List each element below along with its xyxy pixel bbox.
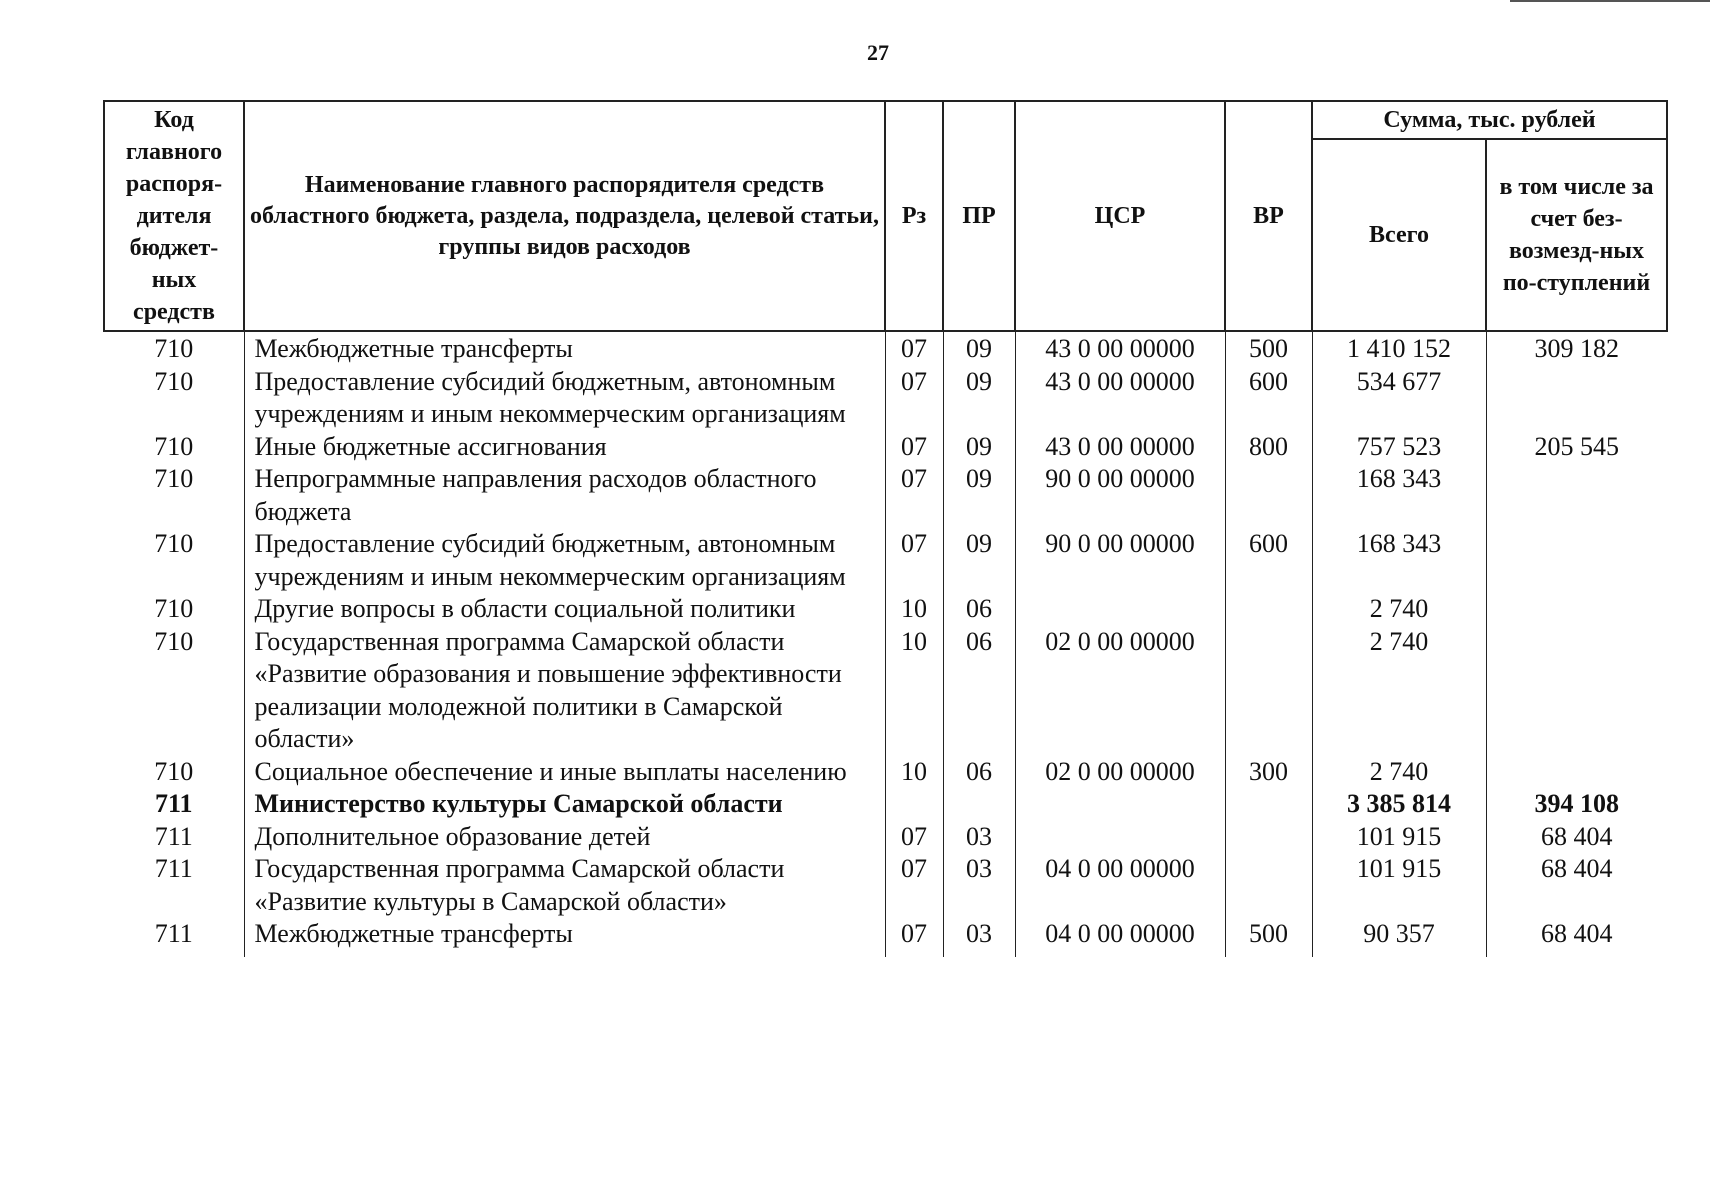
cell-vr: 500: [1225, 918, 1312, 957]
budget-table: [103, 100, 1668, 957]
cell-total: 101 915: [1312, 853, 1486, 918]
cell-name: Предоставление субсидий бюджетным, автономным учреждениям и иным некоммерческим организациям: [244, 528, 885, 593]
header-vr: ВР: [1225, 101, 1312, 331]
cell-rz: 07: [885, 463, 943, 528]
cell-vr: 600: [1225, 366, 1312, 431]
cell-name: Межбюджетные трансферты: [244, 331, 885, 366]
cell-grants: 394 108: [1486, 788, 1667, 821]
cell-total: 2 740: [1312, 593, 1486, 626]
cell-code: 710: [154, 431, 194, 461]
cell-name: Государственная программа Самарской области «Развитие образования и повышение эффективности реализации молодежной политики в Самарской области»: [244, 626, 885, 756]
header-sum-group: Сумма, тыс. рублей: [1312, 101, 1667, 139]
header-pr: ПР: [943, 101, 1015, 331]
cell-pr: 03: [943, 853, 1015, 918]
cell-pr: [943, 788, 1015, 821]
page-number: 27: [867, 40, 889, 65]
header-rz: Рз: [885, 101, 943, 331]
cell-pr: 06: [943, 626, 1015, 756]
cell-code: 711: [154, 854, 193, 883]
cell-name: Другие вопросы в области социальной политики: [244, 593, 885, 626]
table-row: [104, 626, 1667, 756]
cell-pr: 09: [943, 431, 1015, 464]
cell-name: Государственная программа Самарской области «Развитие культуры в Самарской области»: [244, 853, 885, 918]
cell-pr: 06: [943, 593, 1015, 626]
cell-code: 711: [154, 821, 193, 851]
cell-name: Дополнительное образование детей: [244, 821, 885, 854]
table-row: [104, 331, 1667, 366]
cell-code: 711: [154, 789, 193, 818]
cell-total: 757 523: [1312, 431, 1486, 464]
cell-grants: 68 404: [1486, 821, 1667, 854]
header-name: Наименование главного распорядителя средств областного бюджета, раздела, подраздела, целевой статьи, группы видов расходов: [244, 101, 885, 331]
cell-pr: 09: [943, 528, 1015, 593]
cell-name: Предоставление субсидий бюджетным, автономным учреждениям и иным некоммерческим организациям: [244, 366, 885, 431]
cell-vr: 500: [1225, 331, 1312, 366]
table-row: [104, 788, 1667, 821]
cell-pr: 09: [943, 463, 1015, 528]
cell-name: Министерство культуры Самарской области: [244, 788, 885, 821]
cell-grants: [1486, 626, 1667, 756]
cell-pr: 06: [943, 756, 1015, 789]
cell-csr: 43 0 00 00000: [1015, 366, 1225, 431]
cell-total: 101 915: [1312, 821, 1486, 854]
table-row: [104, 593, 1667, 626]
cell-rz: 07: [885, 366, 943, 431]
cell-grants: 309 182: [1486, 331, 1667, 366]
table-body: [104, 331, 1667, 957]
cell-name: Иные бюджетные ассигнования: [244, 431, 885, 464]
cell-grants: [1486, 756, 1667, 789]
header-csr: ЦСР: [1015, 101, 1225, 331]
table-row: [104, 853, 1667, 918]
table-row: [104, 431, 1667, 464]
header-total: Всего: [1312, 139, 1486, 331]
cell-grants: 68 404: [1486, 918, 1667, 957]
cell-csr: 02 0 00 00000: [1015, 626, 1225, 756]
cell-total: 1 410 152: [1312, 331, 1486, 366]
cell-rz: [885, 788, 943, 821]
cell-code: 710: [154, 756, 194, 786]
cell-grants: [1486, 528, 1667, 593]
cell-code: 710: [154, 626, 194, 656]
cell-vr: [1225, 463, 1312, 528]
cell-csr: 04 0 00 00000: [1015, 918, 1225, 957]
table-row: [104, 366, 1667, 431]
header-grants: в том числе за счет без-возмезд-ных по-ступлений: [1486, 139, 1667, 331]
cell-code: 710: [154, 529, 194, 558]
cell-rz: 07: [885, 331, 943, 366]
cell-vr: 800: [1225, 431, 1312, 464]
cell-rz: 07: [885, 431, 943, 464]
cell-vr: [1225, 821, 1312, 854]
cell-grants: [1486, 463, 1667, 528]
cell-pr: 09: [943, 366, 1015, 431]
cell-grants: [1486, 593, 1667, 626]
cell-total: 3 385 814: [1312, 788, 1486, 821]
table-row: [104, 528, 1667, 593]
cell-rz: 10: [885, 593, 943, 626]
cell-pr: 03: [943, 918, 1015, 957]
cell-grants: 205 545: [1486, 431, 1667, 464]
cell-csr: 90 0 00 00000: [1015, 463, 1225, 528]
cell-vr: [1225, 853, 1312, 918]
cell-code: 710: [154, 464, 194, 493]
cell-rz: 07: [885, 528, 943, 593]
cell-grants: 68 404: [1486, 853, 1667, 918]
cell-name: Социальное обеспечение и иные выплаты населению: [244, 756, 885, 789]
cell-csr: [1015, 821, 1225, 854]
cell-vr: [1225, 626, 1312, 756]
cell-code: 711: [154, 919, 193, 948]
header-code: Код главного распоря-дителя бюджет-ных средств: [104, 101, 244, 331]
cell-vr: [1225, 788, 1312, 821]
cell-vr: 600: [1225, 528, 1312, 593]
cell-rz: 07: [885, 821, 943, 854]
cell-vr: 300: [1225, 756, 1312, 789]
cell-total: 2 740: [1312, 626, 1486, 756]
cell-name: Непрограммные направления расходов областного бюджета: [244, 463, 885, 528]
table-row: [104, 821, 1667, 854]
cell-csr: [1015, 788, 1225, 821]
cell-total: 168 343: [1312, 528, 1486, 593]
cell-csr: 02 0 00 00000: [1015, 756, 1225, 789]
cell-pr: 03: [943, 821, 1015, 854]
header-row-top: [104, 101, 1667, 139]
cell-total: 534 677: [1312, 366, 1486, 431]
cell-pr: 09: [943, 331, 1015, 366]
cell-csr: 04 0 00 00000: [1015, 853, 1225, 918]
cell-rz: 10: [885, 756, 943, 789]
cell-total: 168 343: [1312, 463, 1486, 528]
table-row: [104, 918, 1667, 957]
top-edge-rule: [1510, 0, 1710, 2]
cell-code: 710: [154, 334, 194, 363]
cell-csr: 90 0 00 00000: [1015, 528, 1225, 593]
cell-name: Межбюджетные трансферты: [244, 918, 885, 957]
cell-vr: [1225, 593, 1312, 626]
cell-csr: 43 0 00 00000: [1015, 431, 1225, 464]
cell-grants: [1486, 366, 1667, 431]
cell-csr: [1015, 593, 1225, 626]
cell-rz: 07: [885, 853, 943, 918]
cell-csr: 43 0 00 00000: [1015, 331, 1225, 366]
cell-rz: 10: [885, 626, 943, 756]
cell-rz: 07: [885, 918, 943, 957]
table-row: [104, 756, 1667, 789]
cell-total: 90 357: [1312, 918, 1486, 957]
cell-total: 2 740: [1312, 756, 1486, 789]
cell-code: 710: [154, 366, 194, 396]
cell-code: 710: [154, 594, 194, 623]
table-row: [104, 463, 1667, 528]
